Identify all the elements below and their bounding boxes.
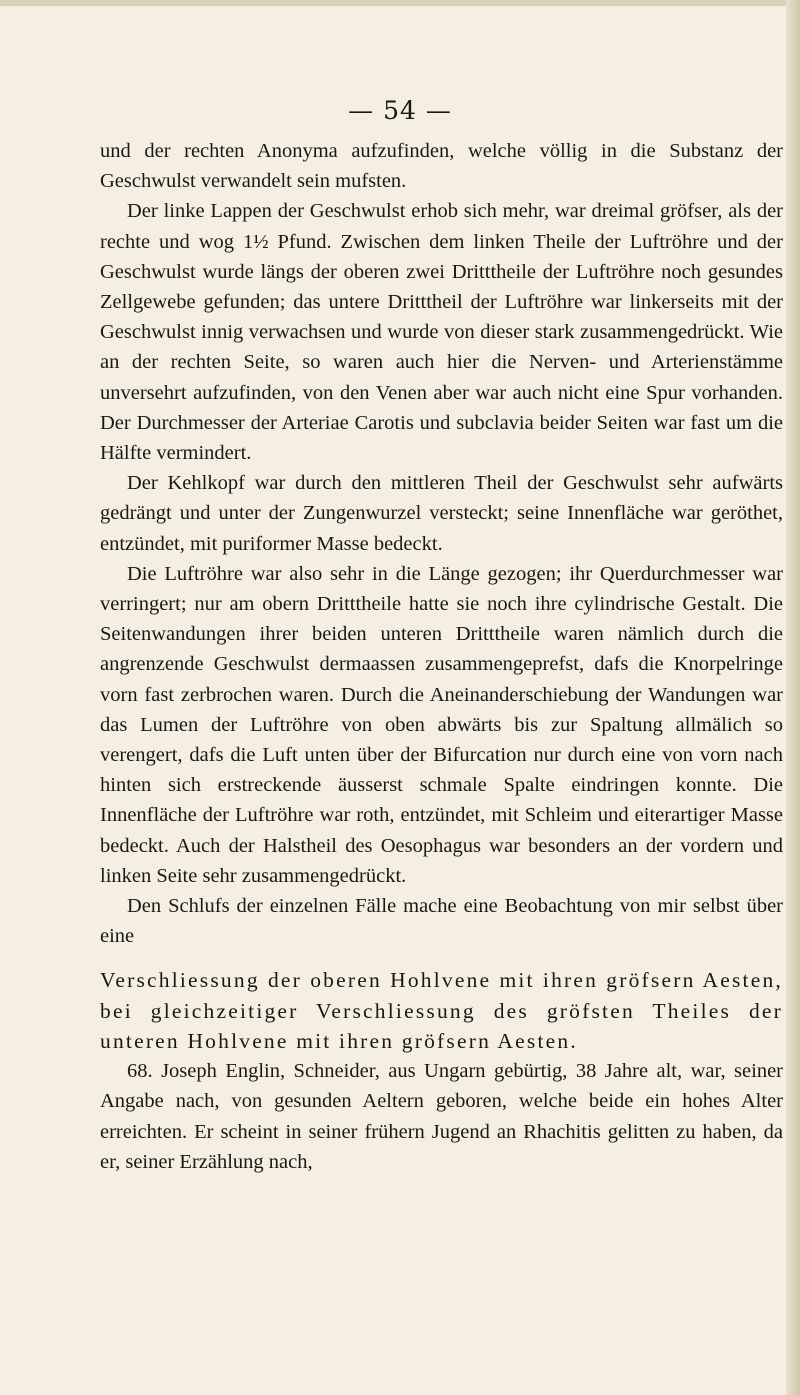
page-right-edge xyxy=(786,0,800,1395)
page-number: — 54 — xyxy=(348,96,452,125)
paragraph-1: und der rechten Anonyma aufzufinden, welche völlig in die Substanz der Geschwulst verwandelt sein mufsten. xyxy=(100,140,783,193)
page-body xyxy=(100,136,783,1177)
section-gap xyxy=(100,951,783,965)
paragraph-4: Die Luftröhre war also sehr in die Länge gezogen; ihr Querdurchmesser war verringert; nur am obern Dritttheile hatte sie noch ihre cylindrische Gestalt. Die Seitenwandungen ihrer beiden unteren Dritttheile waren nämlich durch die angrenzende Geschwulst dermaassen zusammengeprefst, dafs die Knorpelringe vorn fast zerbrochen waren. Durch die Aneinanderschiebung der Wandungen war das Lumen der Luftröhre von oben abwärts bis zur Spaltung allmälich so verengert, dafs die Luft unten über der Bifurcation nur durch eine von vorn nach hinten sich erstreckende äusserst schmale Spalte eindringen konnte. Die Innenfläche der Luftröhre war roth, entzündet, mit Schleim und eiterartiger Masse bedeckt. Auch der Halstheil des Oesophagus war besonders an der vordern und linken Seite sehr zusammengedrückt. xyxy=(100,562,783,887)
paragraph-5: Den Schlufs der einzelnen Fälle mache eine Beobachtung von mir selbst über eine xyxy=(100,895,783,948)
case-paragraph: 68. Joseph Englin, Schneider, aus Ungarn gebürtig, 38 Jahre alt, war, seiner Angabe nach, von gesunden Aeltern geboren, welche beide ein hohes Alter erreichten. Er scheint in seiner frühern Jugend an Rhachitis gelitten zu haben, da er, seiner Erzählung nach, xyxy=(100,1060,783,1173)
paragraph-3: Der Kehlkopf war durch den mittleren Theil der Geschwulst sehr aufwärts gedrängt und unter der Zungenwurzel versteckt; seine Innenfläche war geröthet, entzündet, mit puriformer Masse bedeckt. xyxy=(100,472,783,555)
page-top-edge xyxy=(0,0,800,6)
paragraph-2: Der linke Lappen der Geschwulst erhob sich mehr, war dreimal gröfser, als der rechte und wog 1½ Pfund. Zwischen dem linken Theile der Luftröhre und der Geschwulst wurde längs der oberen zwei Dritttheile der Luftröhre noch gesundes Zellgewebe gefunden; das untere Dritttheil der Luftröhre war linkerseits mit der Geschwulst innig verwachsen und wurde von dieser stark zusammengedrückt. Wie an der rechten Seite, so waren auch hier die Nerven- und Arterienstämme unversehrt aufzufinden, von den Venen aber war auch nicht eine Spur vorhanden. Der Durchmesser der Arteriae Carotis und subclavia beider Seiten war fast um die Hälfte vermindert. xyxy=(100,200,783,465)
section-heading: Verschliessung der oberen Hohlvene mit ihren gröfsern Aesten, bei gleichzeitiger Verschliessung des gröfsten Theiles der unteren Hohlvene mit ihren gröfsern Aesten. xyxy=(100,968,783,1053)
